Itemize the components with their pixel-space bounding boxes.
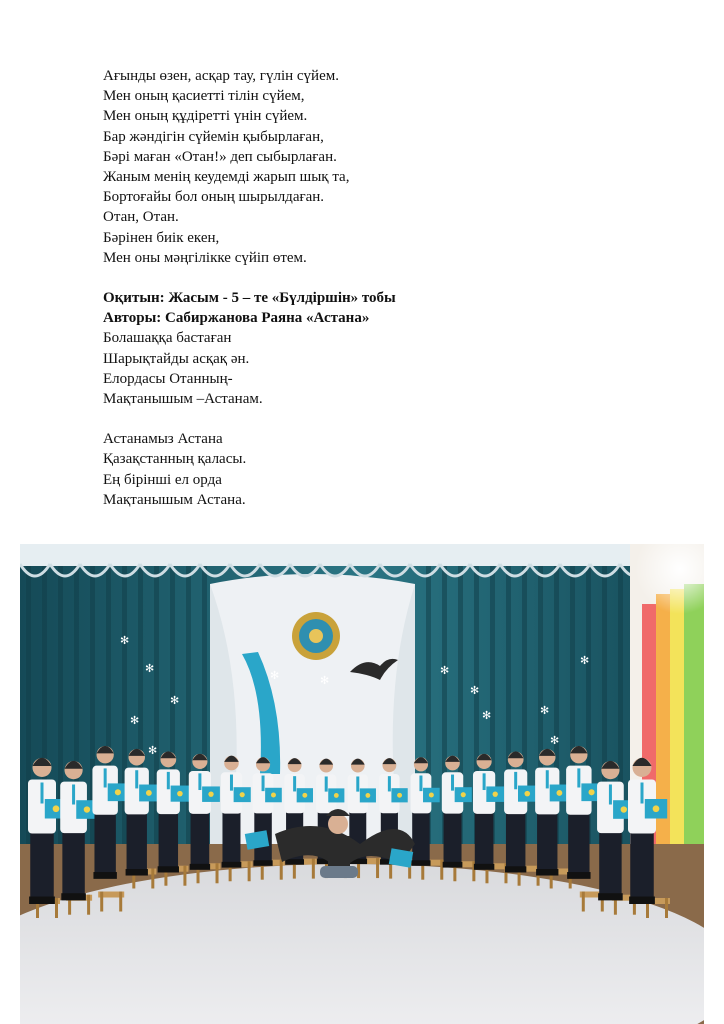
shoes xyxy=(285,859,304,864)
poem-line: Бәрі маған «Отан!» деп сыбырлаған. xyxy=(103,148,337,165)
flag-sun xyxy=(146,790,152,796)
tie xyxy=(230,775,233,791)
flag-sun xyxy=(115,789,121,795)
flag-sun xyxy=(334,793,339,798)
trousers xyxy=(444,810,462,863)
shoes xyxy=(253,860,272,866)
poem-line: Жаным менің кеудемді жарып шық та, xyxy=(103,169,350,186)
tie xyxy=(325,776,328,791)
poem-line: Бар жәндігін сүйемін қыбырлаған, xyxy=(103,128,324,145)
trousers xyxy=(30,829,54,898)
trousers xyxy=(599,829,621,895)
snowflake-icon: ✻ xyxy=(540,704,550,717)
group-photo xyxy=(20,544,704,1024)
flag-sun xyxy=(589,789,595,795)
snowflake-icon: ✻ xyxy=(580,654,590,667)
curtain-fold xyxy=(186,564,191,864)
ornament-border xyxy=(20,544,704,566)
flag-sun xyxy=(461,792,466,797)
poem-stanza-1 xyxy=(103,66,663,268)
tie xyxy=(72,784,75,804)
poem-line: Астанамыз Астана xyxy=(103,431,223,448)
snowflake-icon: ✻ xyxy=(130,714,140,727)
tie xyxy=(546,770,549,788)
tie xyxy=(641,783,644,804)
flag-sun xyxy=(240,792,245,797)
shoes xyxy=(411,860,430,866)
tie xyxy=(483,773,486,790)
flag-sun xyxy=(84,806,90,812)
flag-sun xyxy=(429,793,434,798)
poem-line: Мен оның құдіретті үнін сүйем. xyxy=(103,108,308,125)
flag-sun xyxy=(53,805,60,812)
shoes xyxy=(93,872,116,879)
tie xyxy=(609,784,612,804)
tie xyxy=(262,776,265,792)
flag-sun xyxy=(271,793,276,798)
poem-line: Бәрінен биік екен, xyxy=(103,229,220,246)
flag-sun xyxy=(556,790,562,796)
chair-leg xyxy=(665,898,668,918)
poem-line: Мақтанышым –Астанам. xyxy=(103,391,263,408)
tie xyxy=(104,768,107,787)
poem-line: Отан, Отан. xyxy=(103,209,179,226)
poem-stanza-2 xyxy=(103,328,663,409)
trousers xyxy=(127,811,147,871)
tie xyxy=(167,772,170,789)
snowflake-icon: ✻ xyxy=(550,734,560,747)
shoes xyxy=(126,869,148,876)
chair-leg xyxy=(582,892,585,912)
shoes xyxy=(474,864,494,870)
shoes xyxy=(629,897,655,905)
shoes xyxy=(158,866,179,872)
flag-sun xyxy=(177,791,183,797)
tie xyxy=(388,776,391,791)
chair-leg xyxy=(280,860,283,880)
trousers xyxy=(568,811,589,874)
tie xyxy=(293,776,296,791)
poem-line: Мен оны мәңгілікке сүйіп өтем. xyxy=(103,249,307,266)
curtain-fold xyxy=(90,564,95,864)
text-block xyxy=(103,66,663,510)
snowflake-icon: ✻ xyxy=(440,664,450,677)
snowflake-icon: ✻ xyxy=(482,709,492,722)
rainbow-stripe xyxy=(684,584,704,874)
tie xyxy=(419,776,422,792)
tie xyxy=(135,770,138,788)
shoes xyxy=(222,862,242,868)
shoes xyxy=(567,872,590,879)
snowflake-icon: ✻ xyxy=(170,694,180,707)
stanza-gap xyxy=(103,268,663,288)
trousers xyxy=(62,829,84,895)
chair-leg xyxy=(87,895,90,915)
shoes xyxy=(536,869,558,876)
poem-line: Мақтанышым Астана. xyxy=(103,491,246,508)
poem-line: Елордасы Отанның- xyxy=(103,370,233,387)
flag-sun xyxy=(493,792,498,797)
poem-line: Қазақстанның қаласы. xyxy=(103,451,247,468)
poem-line: Болашаққа бастаған xyxy=(103,330,232,347)
trousers xyxy=(630,829,654,898)
flag-sun xyxy=(302,793,307,798)
chair-leg xyxy=(100,892,103,912)
chair-leg xyxy=(183,866,186,886)
flag-sun xyxy=(524,791,530,797)
trousers xyxy=(506,810,525,867)
tie xyxy=(451,775,454,791)
poem-line: Ең бірінші ел орда xyxy=(103,471,222,488)
snowflake-icon: ✻ xyxy=(320,674,330,687)
stanza-gap xyxy=(103,409,663,429)
trousers xyxy=(475,810,494,865)
curtain-fold xyxy=(120,564,130,864)
chair-leg xyxy=(312,859,315,879)
poem-line: Мен оның қасиетті тілін сүйем, xyxy=(103,88,305,105)
shoes xyxy=(443,862,463,868)
shoes xyxy=(29,897,55,905)
flag-sun xyxy=(621,806,627,812)
reader-heading: Оқитын: Жасым - 5 – те «Бүлдіршін» тобы xyxy=(103,290,396,307)
author-heading: Авторы: Сабиржанова Раяна «Астана» xyxy=(103,310,370,327)
chair-leg xyxy=(248,861,251,881)
shoes xyxy=(61,893,86,900)
snowflake-icon: ✻ xyxy=(270,669,280,682)
trousers xyxy=(159,810,178,867)
trousers xyxy=(412,810,429,861)
flag-sun xyxy=(208,792,213,797)
chair-leg xyxy=(119,892,122,912)
group-photo-illustration xyxy=(20,544,704,1024)
chair-leg xyxy=(55,898,58,918)
chair-leg xyxy=(151,868,154,888)
tie xyxy=(41,783,44,804)
poem-stanza-3 xyxy=(103,429,663,510)
poem-line: Бортоғайы бол оның шырылдаған. xyxy=(103,189,325,206)
snowflake-icon: ✻ xyxy=(145,662,155,675)
flag-sun xyxy=(397,793,402,798)
tie xyxy=(514,772,517,789)
flag-sun xyxy=(365,793,370,798)
state-emblem-icon xyxy=(292,612,340,660)
snowflake-icon: ✻ xyxy=(120,634,130,647)
rainbow-stripe xyxy=(656,594,670,874)
shoes xyxy=(505,866,526,872)
rainbow-stripe xyxy=(670,589,684,874)
poem-line: Ағынды өзен, асқар тау, гүлін сүйем. xyxy=(103,68,339,84)
chair-leg xyxy=(376,858,379,878)
tie xyxy=(577,768,580,787)
flag-sun xyxy=(653,805,660,812)
trousers xyxy=(537,811,557,871)
trousers xyxy=(222,810,240,863)
poem-line: Шарықтайды асқақ ән. xyxy=(103,350,250,367)
trousers xyxy=(191,810,210,865)
snowflake-icon: ✻ xyxy=(148,744,158,757)
trousers xyxy=(94,811,115,874)
curtain-fold xyxy=(154,564,159,864)
shoes xyxy=(598,893,623,900)
snowflake-icon: ✻ xyxy=(470,684,480,697)
tie xyxy=(356,776,359,791)
chair-leg xyxy=(216,863,219,883)
tie xyxy=(198,773,201,790)
shoes xyxy=(190,864,210,870)
